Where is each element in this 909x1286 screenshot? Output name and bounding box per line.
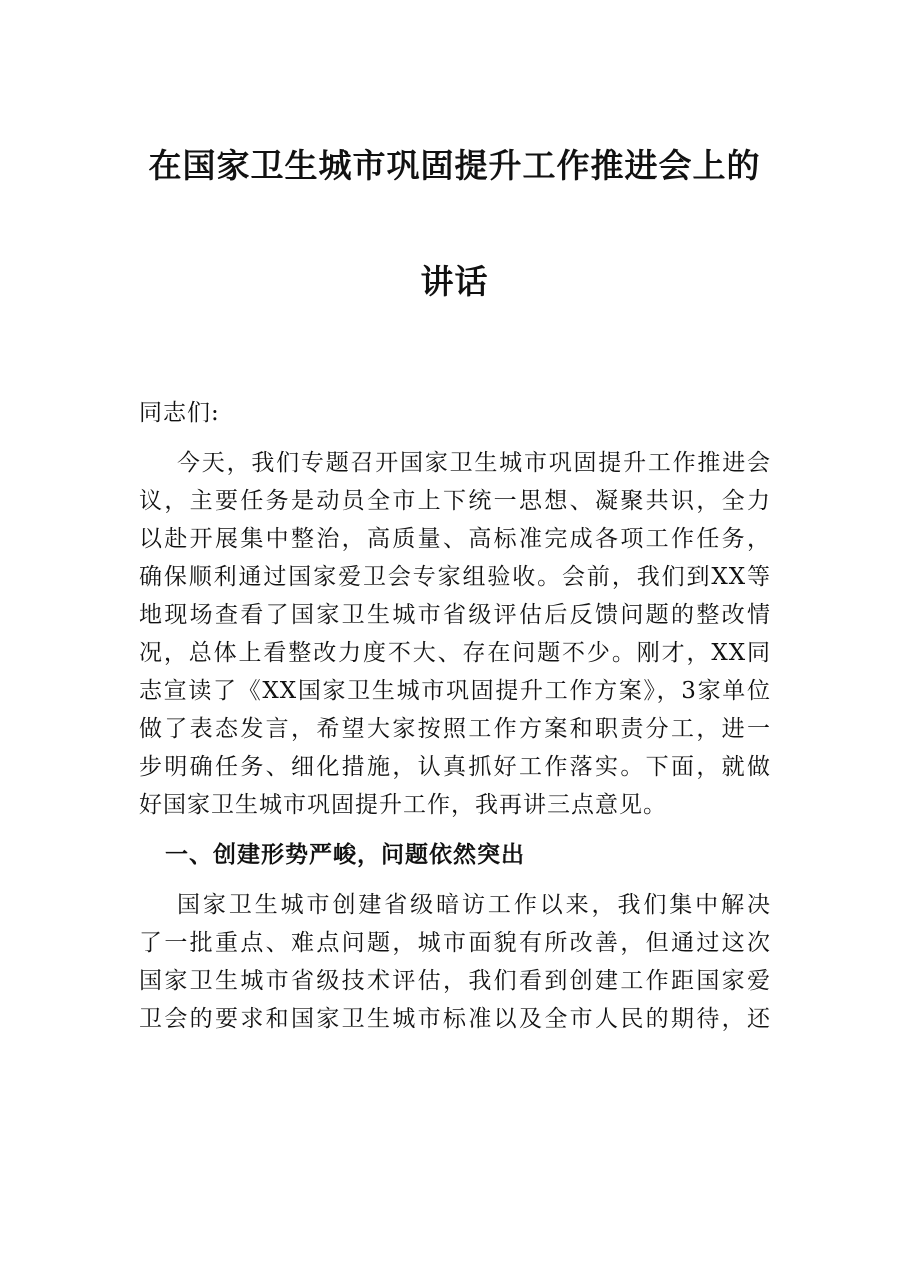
paragraph-line: 地现场查看了国家卫生城市省级评估后反馈问题的整改情 [139, 602, 771, 628]
salutation: 同志们: [139, 400, 220, 426]
paragraph-line: 国家卫生城市创建省级暗访工作以来，我们集中解决 [177, 892, 771, 918]
paragraph-line: 了一批重点、难点问题，城市面貌有所改善，但通过这次 [139, 930, 771, 956]
paragraph-line: 议，主要任务是动员全市上下统一思想、凝聚共识，全力 [139, 488, 771, 514]
section-heading-1: 一、创建形势严峻，问题依然突出 [165, 841, 525, 868]
paragraph-line: 况，总体上看整改力度不大、存在问题不少。刚才，XX同 [139, 640, 771, 666]
paragraph-line: 志宣读了《XX国家卫生城市巩固提升工作方案》，3家单位 [139, 678, 771, 704]
paragraph-line: 今天，我们专题召开国家卫生城市巩固提升工作推进会 [177, 450, 771, 476]
paragraph-line: 步明确任务、细化措施，认真抓好工作落实。下面，就做 [139, 754, 771, 780]
paragraph-line: 确保顺利通过国家爱卫会专家组验收。会前，我们到XX等 [139, 564, 771, 590]
paragraph-1 [139, 444, 771, 824]
paragraph-line: 好国家卫生城市巩固提升工作，我再讲三点意见。 [139, 792, 667, 818]
paragraph-2 [139, 886, 771, 1038]
document-body [139, 394, 771, 1038]
document-title-line-2: 讲话 [420, 262, 489, 301]
paragraph-line: 国家卫生城市省级技术评估，我们看到创建工作距国家爱 [139, 968, 771, 994]
paragraph-line: 卫会的要求和国家卫生城市标准以及全市人民的期待，还 [139, 1006, 771, 1032]
paragraph-line: 做了表态发言，希望大家按照工作方案和职责分工，进一 [139, 716, 771, 742]
document-title-line-1: 在国家卫生城市巩固提升工作推进会上的 [148, 146, 761, 185]
paragraph-line: 以赴开展集中整治，高质量、高标准完成各项工作任务， [139, 526, 771, 552]
